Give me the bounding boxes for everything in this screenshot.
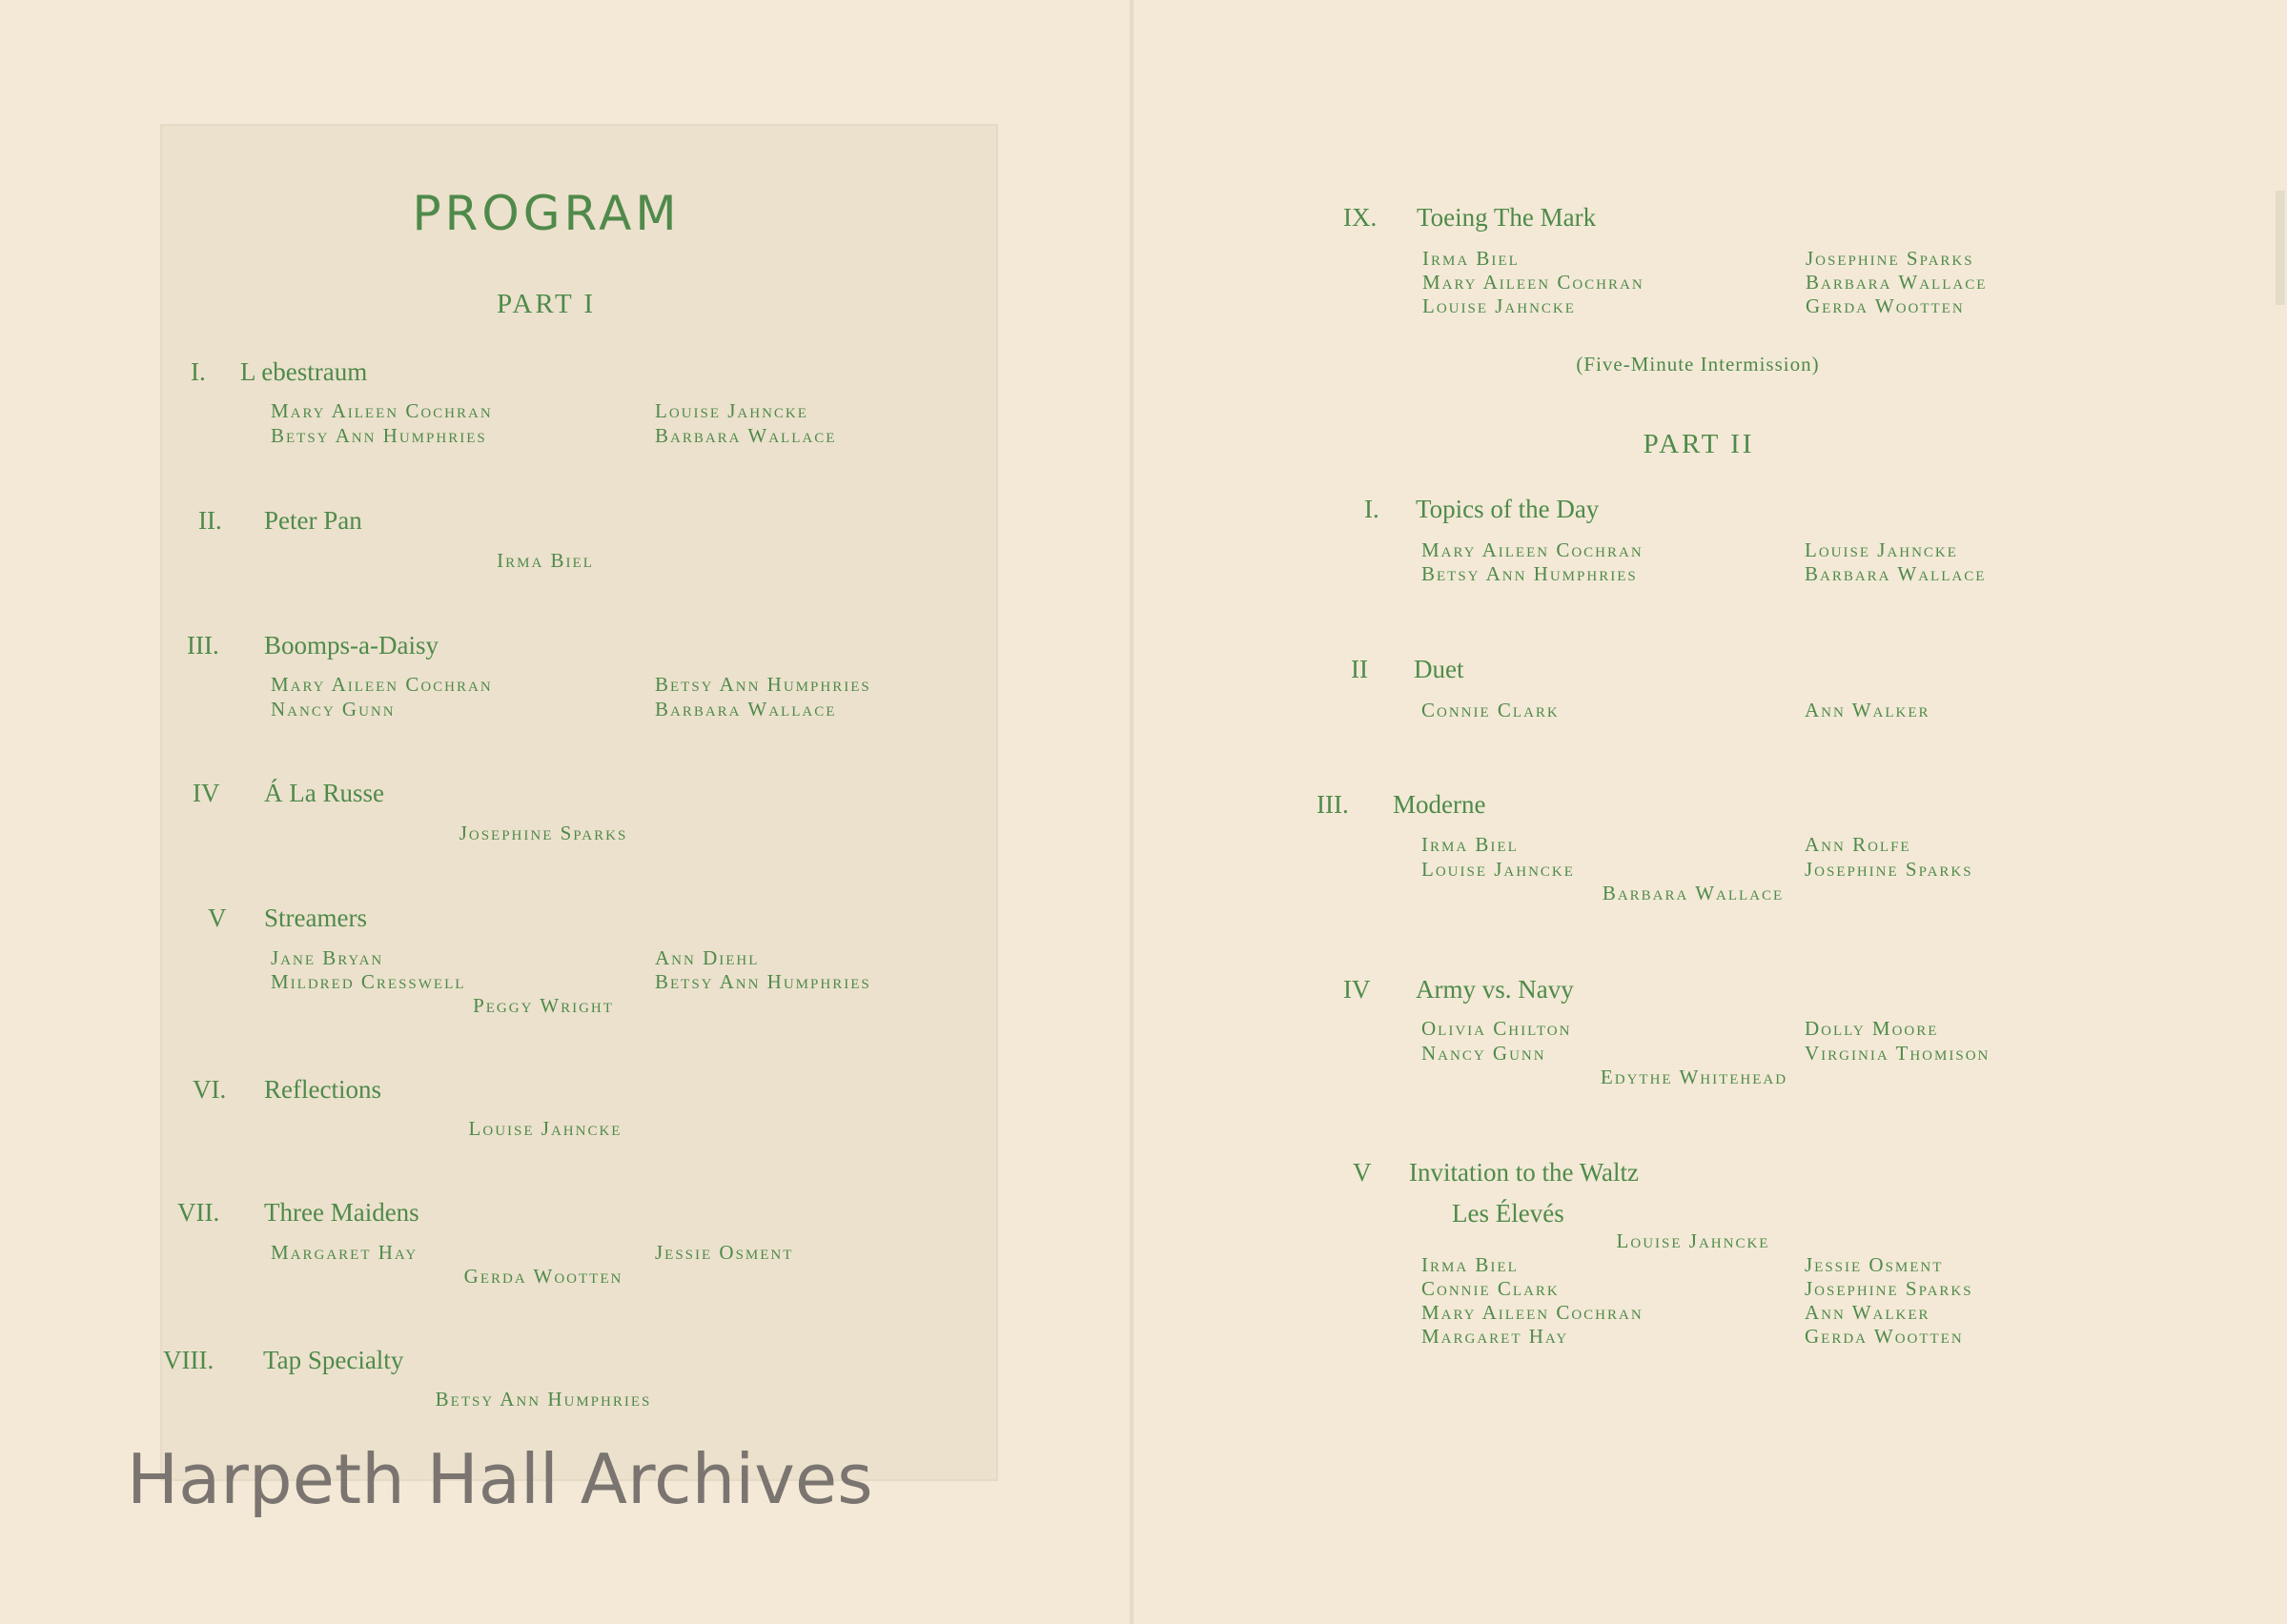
p2-act3-performer: Louise Jahncke [1421,858,1575,881]
p1-act8-number: VIII. [163,1346,214,1374]
p2-act5-performer: Louise Jahncke [1616,1229,1770,1252]
center-fold [1130,0,1133,1624]
p2-act4-number: IV [1343,975,1371,1004]
p1-act7-title: Three Maidens [264,1198,419,1227]
p2-act5-performer: Connie Clark [1421,1277,1560,1300]
page-edge-shadow [2276,191,2285,305]
p2-act5-number: V [1353,1158,1372,1187]
p1-act4-performer: Josephine Sparks [459,822,628,844]
p1-act3-performer: Betsy Ann Humphries [655,673,871,696]
p2-act4-performer: Dolly Moore [1805,1017,1939,1040]
p1-act2-number: II. [198,506,222,535]
p1-act1-performer: Louise Jahncke [655,399,808,422]
p1-act3-number: III. [187,631,219,660]
p2-act4-performer: Edythe Whitehead [1600,1066,1788,1088]
p2-act5-performer: Mary Aileen Cochran [1421,1301,1644,1324]
p2-act3-performer: Ann Rolfe [1805,833,1911,856]
p1-act4-title: Á La Russe [264,779,384,807]
program-title: PROGRAM [412,186,681,241]
p2-act5-performer: Gerda Wootten [1805,1325,1964,1348]
p2-act5-performer: Irma Biel [1421,1253,1519,1276]
p2-act3-performer: Josephine Sparks [1805,858,1973,881]
p1-act2-performer: Irma Biel [497,549,594,572]
p1-act1-title: L ebestraum [240,357,368,386]
p2-act4-title: Army vs. Navy [1416,975,1574,1004]
act9-performer: Louise Jahncke [1422,294,1576,317]
p1-act8-performer: Betsy Ann Humphries [435,1388,652,1411]
p1-act8-title: Tap Specialty [263,1346,404,1374]
p1-act3-performer: Mary Aileen Cochran [271,673,493,696]
p1-act1-number: I. [191,357,206,386]
p2-act1-performer: Mary Aileen Cochran [1421,538,1644,561]
p1-act7-performer: Gerda Wootten [463,1265,623,1288]
p1-act7-performer: Margaret Hay [271,1241,419,1264]
p1-act3-performer: Nancy Gunn [271,698,396,721]
p1-act6-title: Reflections [264,1075,381,1104]
p2-act4-performer: Olivia Chilton [1421,1017,1572,1040]
p1-act2-title: Peter Pan [264,506,362,535]
p2-act1-title: Topics of the Day [1416,495,1600,523]
p2-act3-title: Moderne [1393,790,1486,819]
part1-heading: PART I [496,289,597,319]
p1-act1-performer: Mary Aileen Cochran [271,399,493,422]
p1-act1-performer: Barbara Wallace [655,424,837,447]
act9-performer: Josephine Sparks [1806,247,1974,270]
p1-act5-performer: Betsy Ann Humphries [655,970,871,993]
p2-act5-subtitle: Les Élevés [1452,1199,1564,1228]
p1-act5-performer: Peggy Wright [473,994,614,1017]
p2-act5-performer: Ann Walker [1805,1301,1930,1324]
p2-act2-number: II [1351,655,1368,683]
act9-title: Toeing The Mark [1417,203,1597,232]
p2-act1-performer: Betsy Ann Humphries [1421,562,1638,585]
p1-act3-title: Boomps-a-Daisy [264,631,439,660]
p1-act7-number: VII. [177,1198,220,1227]
p1-act7-performer: Jessie Osment [655,1241,794,1264]
act9-number: IX. [1343,203,1378,232]
p2-act3-performer: Barbara Wallace [1602,882,1785,904]
p1-act5-title: Streamers [264,903,367,932]
part2-heading: PART II [1643,429,1755,459]
intermission-note: (Five-Minute Intermission) [1576,353,1820,376]
p1-act5-performer: Jane Bryan [271,946,384,969]
p2-act5-performer: Jessie Osment [1805,1253,1944,1276]
p1-act3-performer: Barbara Wallace [655,698,837,721]
p2-act2-performer: Connie Clark [1421,699,1560,721]
act9-performer: Mary Aileen Cochran [1422,271,1644,294]
p2-act5-performer: Margaret Hay [1421,1325,1569,1348]
p1-act1-performer: Betsy Ann Humphries [271,424,487,447]
p2-act3-performer: Irma Biel [1421,833,1519,856]
p2-act5-performer: Josephine Sparks [1805,1277,1973,1300]
p2-act2-title: Duet [1414,655,1464,683]
act9-performer: Gerda Wootten [1806,294,1965,317]
p1-act4-number: IV [193,779,220,807]
p1-act5-performer: Ann Diehl [655,946,760,969]
archive-watermark: Harpeth Hall Archives [127,1439,873,1519]
p2-act4-performer: Nancy Gunn [1421,1042,1546,1065]
p1-act5-number: V [208,903,227,932]
p2-act2-performer: Ann Walker [1805,699,1930,721]
p2-act4-performer: Virginia Thomison [1805,1042,1991,1065]
p2-act5-title: Invitation to the Waltz [1409,1158,1640,1187]
act9-performer: Barbara Wallace [1806,271,1988,294]
p1-act5-performer: Mildred Cresswell [271,970,466,993]
act9-performer: Irma Biel [1422,247,1520,270]
p1-act6-performer: Louise Jahncke [468,1117,623,1140]
p2-act1-number: I. [1364,495,1379,523]
p2-act3-number: III. [1317,790,1349,819]
p2-act1-performer: Louise Jahncke [1805,538,1958,561]
p2-act1-performer: Barbara Wallace [1805,562,1987,585]
p1-act6-number: VI. [193,1075,227,1104]
